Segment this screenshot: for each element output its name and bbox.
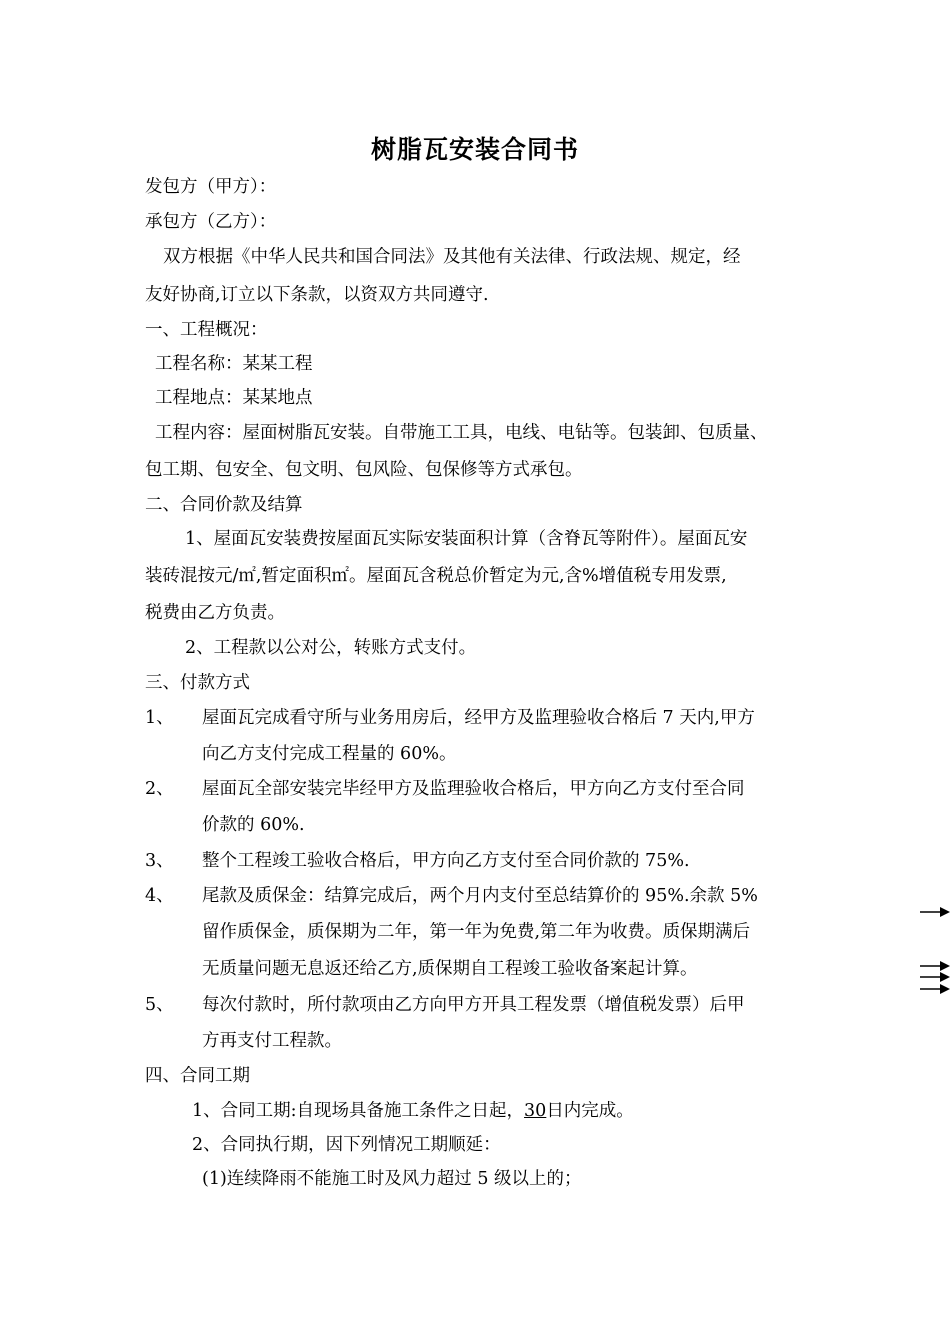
payment-item-1-number: 1、 [145,708,174,728]
payment-item-3-line-1: 整个工程竣工验收合格后，甲方向乙方支付至合同价款的 75%. [202,851,690,871]
party-a-line: 发包方（甲方）： [145,177,277,197]
period-item-2-line: 2、合同执行期，因下列情况工期顺延： [192,1135,501,1155]
party-b-line: 承包方（乙方）： [145,212,277,232]
price-item-1-line-2: 装砖混按元/㎡,暂定面积㎡。屋面瓦含税总价暂定为元,含%增值税专用发票, [145,566,727,586]
section-4-heading: 四、合同工期 [145,1066,250,1086]
section-3-heading: 三、付款方式 [145,673,250,693]
payment-item-2-line-2: 价款的 60%. [202,815,305,835]
payment-item-2-number: 2、 [145,779,174,799]
arrow-right-icon [920,906,950,918]
section-2-heading: 二、合同价款及结算 [145,495,303,515]
price-item-1-line-3: 税费由乙方负责。 [145,603,285,623]
period-item-1-line [192,1099,634,1123]
period-item-1-suffix: 日内完成。 [546,1101,634,1121]
price-item-1-line-1: 1、屋面瓦安装费按屋面瓦实际安装面积计算（含脊瓦等附件）。屋面瓦安 [185,529,748,549]
payment-item-2-line-1: 屋面瓦全部安装完毕经甲方及监理验收合格后，甲方向乙方支付至合同 [202,779,745,799]
period-sub-item-1-line: (1)连续降雨不能施工时及风力超过 5 级以上的； [202,1169,582,1189]
payment-item-4-line-2: 留作质保金，质保期为二年，第一年为免费,第二年为收费。质保期满后 [202,922,751,942]
payment-item-5-line-2: 方再支付工程款。 [202,1031,342,1051]
project-content-line-2: 包工期、包安全、包文明、包风险、包保修等方式承包。 [145,460,583,480]
period-days-value: 30 [524,1101,547,1121]
arrow-right-icon [920,983,950,995]
payment-item-3-number: 3、 [145,851,174,871]
payment-item-4-line-3: 无质量问题无息返还给乙方,质保期自工程竣工验收备案起计算。 [202,959,698,979]
document-title: 树脂瓦安装合同书 [370,135,579,164]
payment-item-1-line-1: 屋面瓦完成看守所与业务用房后，经甲方及监理验收合格后 7 天内,甲方 [202,708,755,728]
intro-line-2: 友好协商,订立以下条款，以资双方共同遵守. [145,285,489,305]
payment-item-4-line-1: 尾款及质保金：结算完成后，两个月内支付至总结算价的 95%.余款 5% [202,886,758,906]
section-1-heading: 一、工程概况： [145,320,268,340]
payment-item-4-number: 4、 [145,886,174,906]
payment-item-1-line-2: 向乙方支付完成工程量的 60%。 [202,744,457,764]
payment-item-5-line-1: 每次付款时，所付款项由乙方向甲方开具工程发票（增值税发票）后甲 [202,995,745,1015]
project-location-line: 工程地点：某某地点 [155,388,313,408]
price-item-2-line: 2、工程款以公对公，转账方式支付。 [185,638,477,658]
project-name-line: 工程名称：某某工程 [155,354,313,374]
arrow-right-icon [920,971,950,983]
project-content-line-1: 工程内容：屋面树脂瓦安装。自带施工工具，电线、电钻等。包装卸、包质量、 [155,423,768,443]
period-item-1-prefix: 1、合同工期:自现场具备施工条件之日起， [192,1101,525,1121]
intro-line-1: 双方根据《中华人民共和国合同法》及其他有关法律、行政法规、规定，经 [163,247,741,267]
payment-item-5-number: 5、 [145,995,174,1015]
